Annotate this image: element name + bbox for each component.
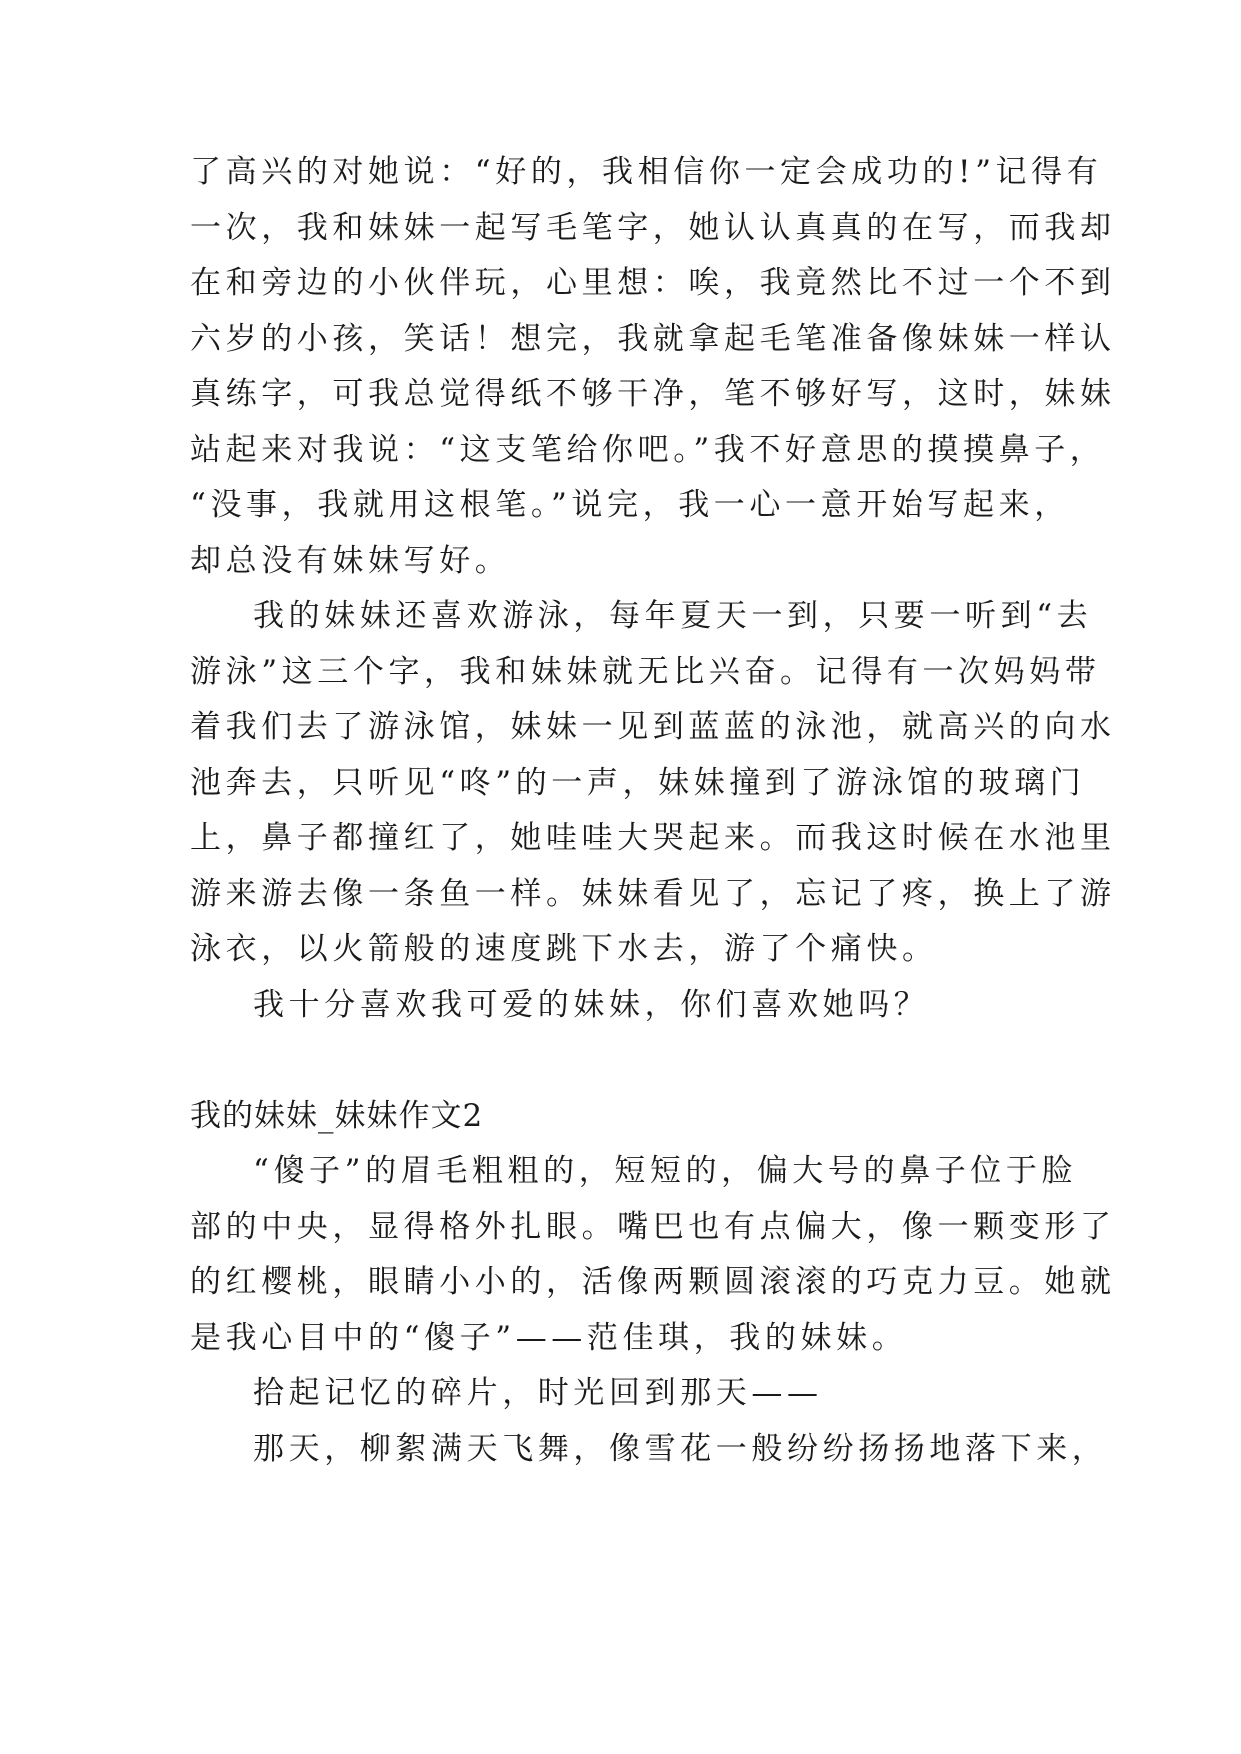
paragraph-first-line: “傻子”的眉毛粗粗的，短短的，偏大号的鼻子位于脸 [253,1153,1078,1189]
text-line: “没事，我就用这根笔。”说完，我一心一意开始写起来， [190,487,1070,523]
text-line: 了高兴的对她说：“好的，我相信你一定会成功的!”记得有 [190,154,1103,190]
text-line: 上，鼻子都撞红了，她哇哇大哭起来。而我这时候在水池里 [190,820,1116,856]
text-line: 六岁的小孩，笑话！想完，我就拿起毛笔准备像妹妹一样认 [190,321,1116,357]
text-line: 真练字，可我总觉得纸不够干净，笔不够好写，这时，妹妹 [190,376,1116,412]
paragraph-first-line: 我的妹妹还喜欢游泳，每年夏天一到，只要一听到“去 [253,598,1093,634]
text-line: 泳衣，以火箭般的速度跳下水去，游了个痛快。 [190,931,938,967]
text-line: 在和旁边的小伙伴玩，心里想：唉，我竟然比不过一个不到 [190,265,1116,301]
text-line: 一次，我和妹妹一起写毛笔字，她认认真真的在写，而我却 [190,210,1116,246]
text-line: 部的中央，显得格外扎眼。嘴巴也有点偏大，像一颗变形了 [190,1209,1116,1245]
section-title: 我的妹妹_妹妹作文2 [190,1098,484,1134]
paragraph-first-line: 那天，柳絮满天飞舞，像雪花一般纷纷扬扬地落下来， [253,1431,1108,1467]
paragraph-first-line: 拾起记忆的碎片，时光回到那天—— [253,1375,823,1411]
text-line: 游来游去像一条鱼一样。妹妹看见了，忘记了疼，换上了游 [190,876,1116,912]
text-line: 游泳”这三个字，我和妹妹就无比兴奋。记得有一次妈妈带 [190,654,1101,690]
paragraph-first-line: 我十分喜欢我可爱的妹妹，你们喜欢她吗？ [253,987,930,1023]
text-line: 是我心目中的“傻子”——范佳琪，我的妹妹。 [190,1320,908,1356]
text-line: 站起来对我说：“这支笔给你吧。”我不好意思的摸摸鼻子， [190,432,1106,468]
text-line: 池奔去，只听见“咚”的一声，妹妹撞到了游泳馆的玻璃门 [190,765,1086,801]
text-line: 着我们去了游泳馆，妹妹一见到蓝蓝的泳池，就高兴的向水 [190,709,1116,745]
text-line: 却总没有妹妹写好。 [190,543,511,579]
text-line: 的红樱桃，眼睛小小的，活像两颗圆滚滚的巧克力豆。她就 [190,1264,1116,1300]
